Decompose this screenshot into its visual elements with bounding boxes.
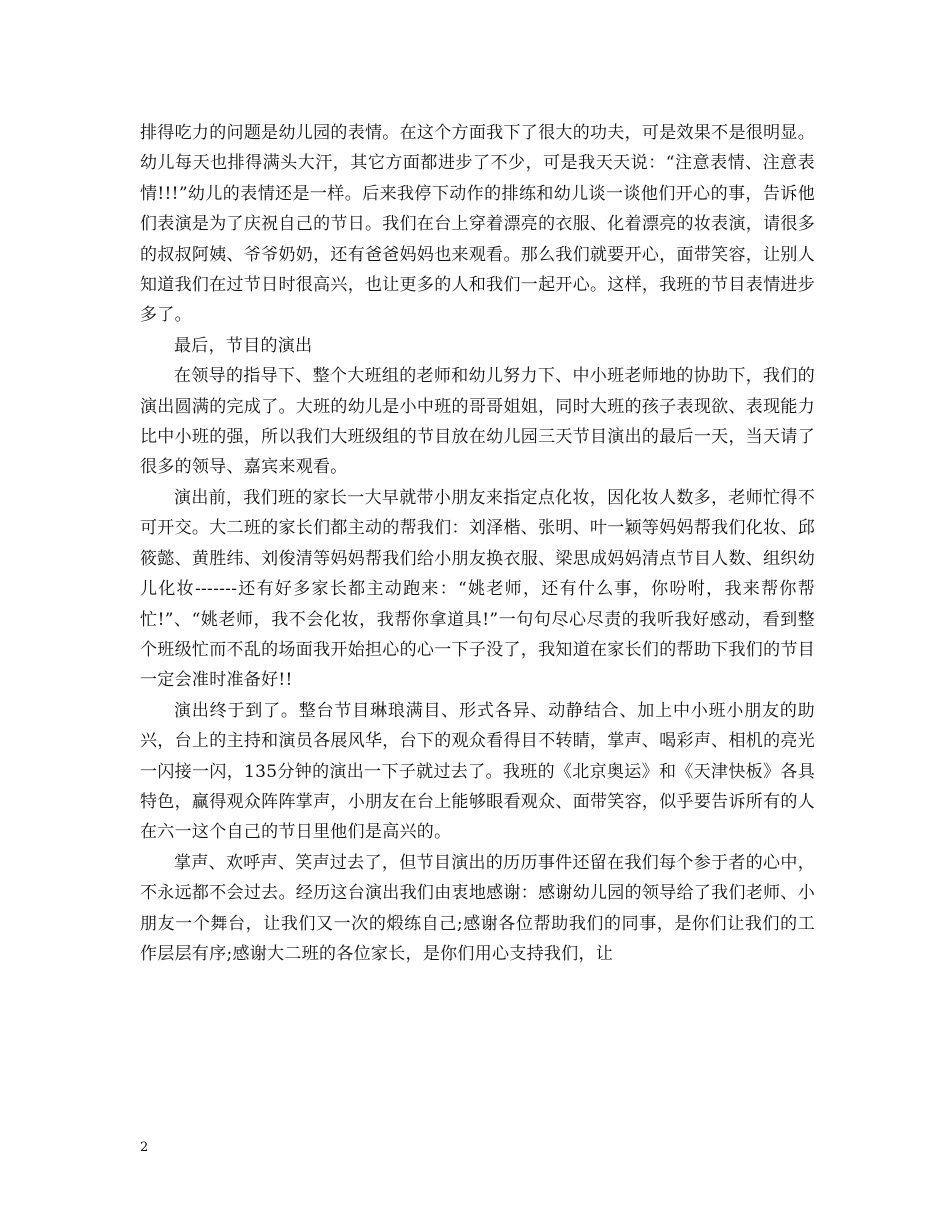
paragraph: 演出终于到了。整台节目琳琅满目、形式各异、动静结合、加上中小班小朋友的助兴，台上的主持和演员各展风华，台下的观众看得目不转睛，掌声、喝彩声、相机的亮光一闪接一闪，135分钟的演出一下子就过去了。我班的《北京奥运》和《天津快板》各具特色，赢得观众阵阵掌声，小朋友在台上能够眼看观众、面带笑容，似乎要告诉所有的人在六一这个自己的节日里他们是高兴的。 bbox=[140, 700, 815, 843]
paragraph: 演出前，我们班的家长一大早就带小朋友来指定点化妆，因化妆人数多，老师忙得不可开交。大二班的家长们都主动的帮我们：刘泽楷、张明、叶一颖等妈妈帮我们化妆、邱筱懿、黄胜纬、刘俊清等妈妈帮我们给小朋友换衣服、梁思成妈妈清点节目人数、组织幼儿化妆-------还有好多家长都主动跑来：“姚老师，还有什么事，你吩咐，我来帮你帮忙!”、“姚老师，我不会化妆，我帮你拿道具!”一句句尽心尽责的我听我好感动，看到整个班级忙而不乱的场面我开始担心的心一下子没了，我知道在家长们的帮助下我们的节目一定会准时准备好!! bbox=[140, 487, 815, 691]
paragraph: 在领导的指导下、整个大班组的老师和幼儿努力下、中小班老师地的协助下，我们的演出圆满的完成了。大班的幼儿是小中班的哥哥姐姐，同时大班的孩子表现欲、表现能力比中小班的强，所以我们大班级组的节目放在幼儿园三天节目演出的最后一天，当天请了很多的领导、嘉宾来观看。 bbox=[140, 366, 815, 478]
document-body bbox=[140, 118, 815, 969]
page-number: 2 bbox=[140, 1140, 149, 1155]
paragraph: 掌声、欢呼声、笑声过去了，但节目演出的历历事件还留在我们每个参于者的心中，不永远都不会过去。经历这台演出我们由衷地感谢：感谢幼儿园的领导给了我们老师、小朋友一个舞台，让我们又一次的煅练自己;感谢各位帮助我们的同事，是你们让我们的工作层层有序;感谢大二班的各位家长，是你们用心支持我们，让 bbox=[140, 852, 815, 964]
section-heading: 最后，节目的演出 bbox=[174, 335, 313, 356]
paragraph: 排得吃力的问题是幼儿园的表情。在这个方面我下了很大的功夫，可是效果不是很明显。幼儿每天也排得满头大汗，其它方面都进步了不少，可是我天天说：“注意表情、注意表情!!!”幼儿的表情还是一样。后来我停下动作的排练和幼儿谈一谈他们开心的事，告诉他们表演是为了庆祝自己的节日。我们在台上穿着漂亮的衣服、化着漂亮的妆表演，请很多的叔叔阿姨、爷爷奶奶，还有爸爸妈妈也来观看。那么我们就要开心，面带笑容，让别人知道我们在过节日时很高兴，也让更多的人和我们一起开心。这样，我班的节目表情进步多了。 bbox=[140, 123, 815, 326]
